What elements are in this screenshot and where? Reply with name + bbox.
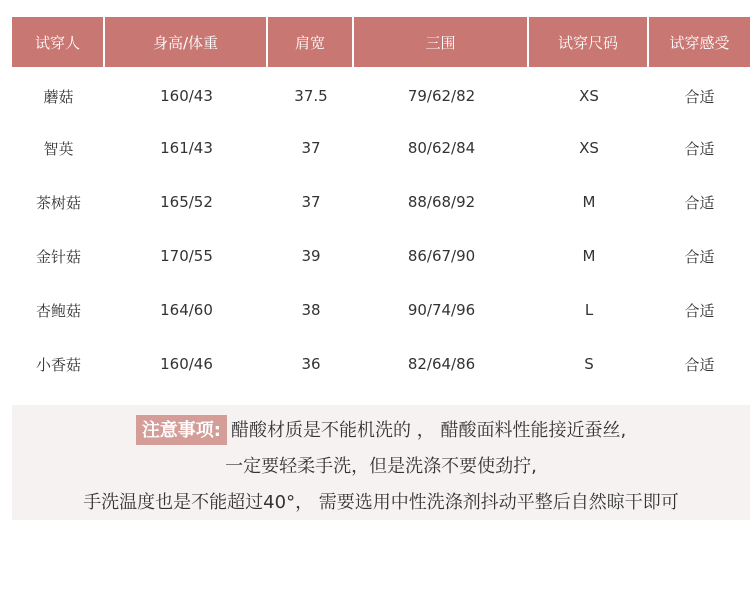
cell-tester: 小香菇 (35, 355, 81, 374)
table-row (12, 121, 750, 175)
table-header-row (12, 17, 750, 67)
table-row (12, 175, 750, 229)
header-tester: 试穿人 (12, 17, 105, 67)
cell-trial-feeling: 合适 (684, 247, 715, 266)
cell-height-weight: 170/55 (160, 247, 213, 265)
cell-shoulder-width: 37 (301, 139, 321, 157)
cell-height-weight: 160/46 (160, 355, 213, 373)
cell-shoulder-width: 37 (301, 193, 321, 211)
cell-shoulder-width: 39 (301, 247, 321, 265)
cell-trial-feeling: 合适 (684, 87, 715, 106)
cell-tester: 杏鲍菇 (35, 301, 81, 320)
cell-trial-size: M (582, 247, 596, 265)
cell-height-weight: 164/60 (160, 301, 213, 319)
cell-height-weight: 161/43 (160, 139, 213, 157)
header-trial-size: 试穿尺码 (529, 17, 649, 67)
cell-measurements: 82/64/86 (407, 355, 476, 373)
cell-measurements: 86/67/90 (407, 247, 476, 265)
care-notes-label: 注意事项: (136, 415, 227, 445)
table-row (12, 337, 750, 391)
cell-trial-size: S (584, 355, 594, 373)
cell-measurements: 80/62/84 (407, 139, 476, 157)
cell-trial-size: L (584, 301, 594, 319)
cell-measurements: 79/62/82 (407, 87, 476, 105)
cell-trial-feeling: 合适 (684, 139, 715, 158)
cell-shoulder-width: 38 (301, 301, 321, 319)
cell-tester: 蘑菇 (43, 87, 74, 106)
cell-measurements: 88/68/92 (407, 193, 476, 211)
header-trial-feeling: 试穿感受 (649, 17, 750, 67)
cell-trial-size: M (582, 193, 596, 211)
cell-shoulder-width: 36 (301, 355, 321, 373)
header-shoulder-width: 肩宽 (268, 17, 354, 67)
cell-height-weight: 160/43 (160, 87, 213, 105)
care-note-text-1: 醋酸材质是不能机洗的 ， 醋酸面料性能接近蚕丝, (231, 420, 627, 441)
cell-trial-feeling: 合适 (684, 193, 715, 212)
table-row (12, 229, 750, 283)
cell-height-weight: 165/52 (160, 193, 213, 211)
cell-tester: 智英 (43, 139, 74, 158)
cell-trial-size: XS (579, 139, 599, 157)
cell-trial-size: XS (579, 87, 599, 105)
care-note-line-3: 手洗温度也是不能超过40°， 需要选用中性洗涤剂抖动平整后自然晾干即可 (83, 492, 679, 513)
cell-shoulder-width: 37.5 (294, 87, 328, 105)
care-notes-panel (12, 405, 750, 520)
care-note-line-1 (12, 415, 750, 445)
cell-trial-feeling: 合适 (684, 301, 715, 320)
header-measurements: 三围 (354, 17, 529, 67)
header-height-weight: 身高/体重 (105, 17, 268, 67)
cell-tester: 金针菇 (35, 247, 81, 266)
cell-tester: 茶树菇 (35, 193, 81, 212)
size-trial-table (12, 17, 750, 391)
table-row (12, 67, 750, 121)
cell-measurements: 90/74/96 (407, 301, 476, 319)
cell-trial-feeling: 合适 (684, 355, 715, 374)
care-note-line-2: 一定要轻柔手洗，但是洗涤不要使劲拧, (225, 456, 537, 477)
table-row (12, 283, 750, 337)
